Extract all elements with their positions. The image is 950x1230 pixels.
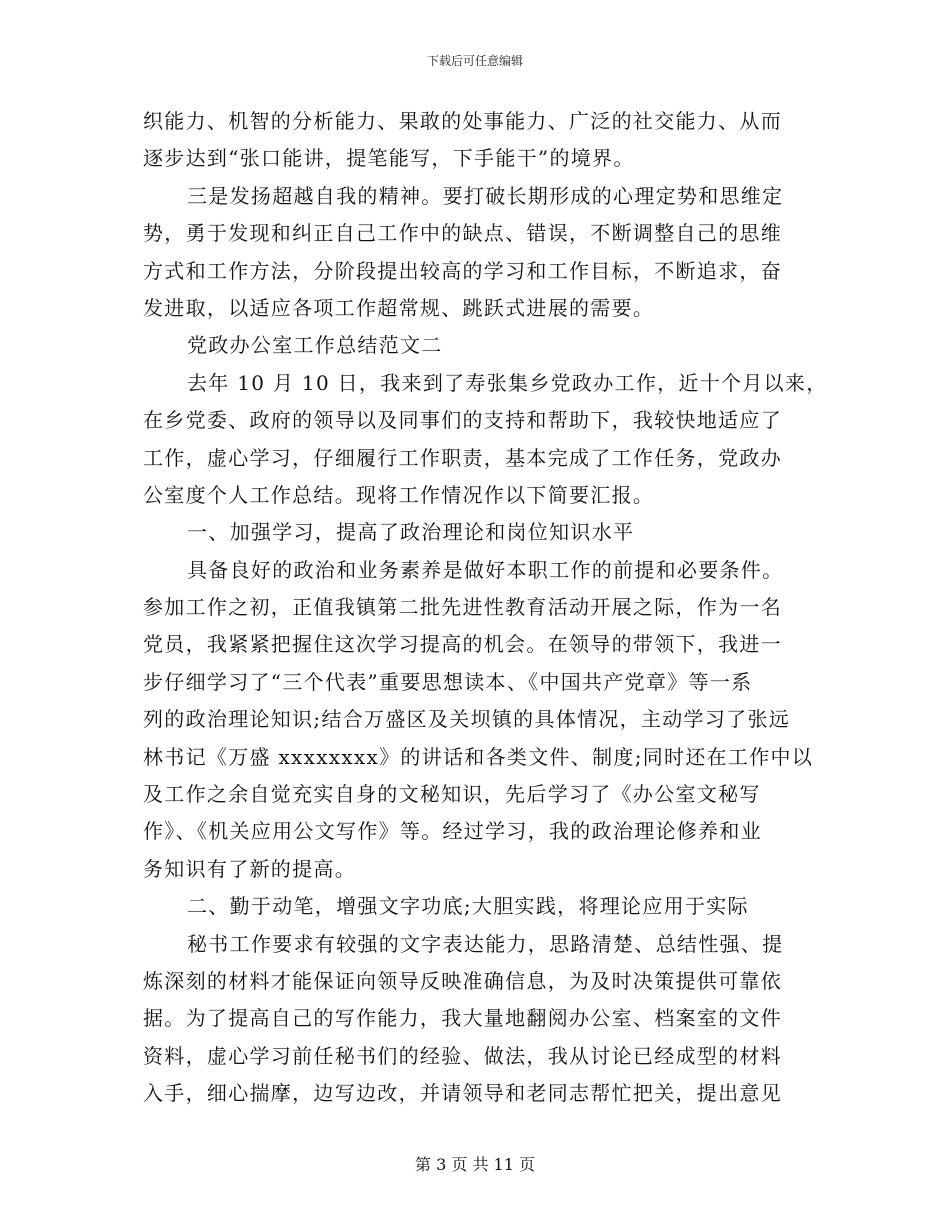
text-line: 发进取，以适应各项工作超常规、跳跃式进展的需要。: [143, 295, 655, 320]
text-line: 党员，我紧紧把握住这次学习提高的机会。在领导的带领下，我进一: [143, 632, 782, 657]
text-line: 及工作之余自觉充实自身的文秘知识，先后学习了《办公室文秘写: [143, 782, 761, 807]
section-title: 党政办公室工作总结范文二: [187, 333, 443, 358]
text-line: 资料，虚心学习前任秘书们的经验、做法，我从讨论已经成型的材料: [143, 1043, 782, 1068]
text-line: 公室度个人工作总结。现将工作情况作以下简要汇报。: [143, 482, 655, 507]
text-line: 步仔细学习了“三个代表”重要思想读本、《中国共产党章》等一系: [143, 669, 753, 694]
text-line: 秘书工作要求有较强的文字表达能力，思路清楚、总结性强、提: [187, 931, 784, 956]
text-line: 逐步达到“张口能讲，提笔能写，下手能干”的境界。: [143, 146, 635, 171]
text-line: 织能力、机智的分析能力、果敢的处事能力、广泛的社交能力、从而: [143, 109, 782, 133]
text-line: 作》、《机关应用公文写作》等。经过学习，我的政治理论修养和业: [143, 819, 762, 844]
text-line: 在乡党委、政府的领导以及同事们的支持和帮助下，我较快地适应了: [143, 408, 782, 433]
document-body: [143, 103, 828, 1113]
text-line: 工作，虚心学习，仔细履行工作职责，基本完成了工作任务，党政办: [143, 445, 782, 470]
text-line: 列的政治理论知识;结合万盛区及关坝镇的具体情况，主动学习了张远: [143, 707, 791, 732]
text-line: 入手，细心揣摩，边写边改，并请领导和老同志帮忙把关，提出意见: [143, 1081, 782, 1106]
text-line: 势，勇于发现和纠正自己工作中的缺点、错误，不断调整自己的思维: [143, 221, 782, 246]
text-line: 具备良好的政治和业务素养是做好本职工作的前提和必要条件。: [187, 557, 784, 582]
page-number: 第 3 页 共 11 页: [415, 1155, 535, 1174]
text-line: 方式和工作方法，分阶段提出较高的学习和工作目标，不断追求，奋: [143, 258, 782, 283]
page-header: 下载后可任意编辑: [426, 54, 523, 68]
text-line: 林书记《万盛 xxxxxxxx》的讲话和各类文件、制度;同时还在工作中以: [143, 744, 814, 769]
section-heading: 一、加强学习，提高了政治理论和岗位知识水平: [187, 520, 635, 545]
text-line: 据。为了提高自己的写作能力，我大量地翻阅办公室、档案室的文件: [143, 1006, 782, 1031]
text-line: 参加工作之初，正值我镇第二批先进性教育活动开展之际，作为一名: [143, 595, 782, 620]
text-line: 务知识有了新的提高。: [143, 856, 356, 881]
text-line: 炼深刻的材料才能保证向领导反映准确信息，为及时决策提供可靠依: [143, 968, 782, 993]
section-heading: 二、勤于动笔，增强文字功底;大胆实践，将理论应用于实际: [187, 894, 749, 919]
text-line: 去年 10 月 10 日，我来到了寿张集乡党政办工作，近十个月以来，: [187, 370, 828, 395]
text-line: 三是发扬超越自我的精神。要打破长期形成的心理定势和思维定: [187, 183, 784, 208]
